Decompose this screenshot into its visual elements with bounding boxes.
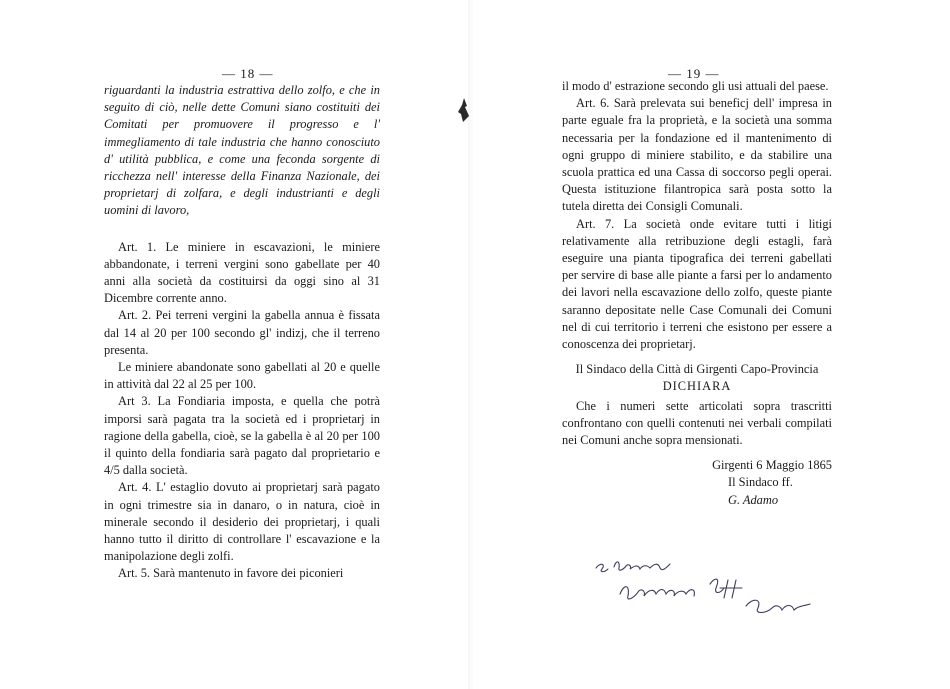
right-page xyxy=(470,0,950,689)
right-text-column xyxy=(562,78,832,509)
article-3: Art 3. La Fondiaria imposta, e quella che potrà imporsi sarà pagata tra la società ed i proprietarj in ragione della gabella, cioè, se la gabella è al 20 per 100 il quinto della fondiaria sarà pagato dal proprietario e 4/5 dalla società. xyxy=(104,394,380,478)
page-number: — 18 — xyxy=(222,66,274,81)
signature-title: Il Sindaco ff. xyxy=(728,475,793,490)
article-7: Art. 7. La società onde evitare tutti i litigi relativamente alla retribuzione degli estagli, farà eseguire una pianta tipografica dei terreni gabellati per servire di base alle piante a farsi per lo andamento dei lavori nella escavazione dello zolfo, queste piante saranno depositate nelle Case Comunali dei Comuni nel di cui territorio i terreni che esistono per essere a conoscenza dei proprietarj. xyxy=(562,216,832,352)
article-1: Art. 1. Le miniere in escavazioni, le miniere abbandonate, i terreni vergini sono gabellate per 40 anni alla società da costituirsi da oggi sino al 31 Dicembre corrente anno. xyxy=(104,239,380,306)
handwritten-signature xyxy=(590,554,830,624)
article-4: Art. 4. L' estaglio dovuto ai proprietarj sarà pagato in ogni trimestre sia in danaro, o in natura, cioè in minerale secondo il desiderio dei proprietarj, i quali hanno tutto il diritto di controllare l' escavazione e la manipolazione degli zolfi. xyxy=(104,480,380,564)
page-number: — 19 — xyxy=(668,66,720,81)
article-2: Art. 2. Pei terreni vergini la gabella annua è fissata dal 14 al 20 per 100 secondo gl' indizj, che il terreno presenta. xyxy=(104,308,380,357)
left-text-column xyxy=(104,82,380,583)
dichiara-heading: DICHIARA xyxy=(662,379,732,394)
article-2-continued: Le miniere abandonate sono gabellati al 20 e quelle in attività dal 22 al 25 per 100. xyxy=(104,360,380,392)
article-5-start: Art. 5. Sarà mantenuto in favore dei piconieri xyxy=(118,566,344,581)
left-page xyxy=(0,0,470,689)
closing-statement: Che i numeri sette articolati sopra trascritti confrontano con quelli contenuti nei verbali compilati nei Comuni anche sopra mensionati. xyxy=(562,398,832,448)
place-and-date: Girgenti 6 Maggio 1865 xyxy=(712,458,832,473)
intro-italic-paragraph: riguardanti la industria estrattiva dello zolfo, e che in seguito di ciò, nelle dette Comuni siano costituiti dei Comitati per promuovere il progresso e l' immegliamento di tale industria che hanno conosciuto d' utilità pubblica, e come una feconda sorgente di ricchezza nell' interesse della Finanza Nazionale, dei proprietarj di zolfara, e degli industrianti e degli uomini di lavoro, xyxy=(104,83,380,218)
declaration-heading: Il Sindaco della Città di Girgenti Capo-Provincia xyxy=(575,362,819,377)
article-6: Art. 6. Sarà prelevata sui beneficj dell' impresa in parte eguale fra la proprietà, e la società una somma necessaria per la fondazione ed il mantenimento di ogni gruppo di miniere stabilito, e da stabilire una scuola prattica ed una Cassa di soccorso pegli operai. Questa istituzione filantropica sarà posta sotto la tutela diretta dei Consigli Comunali. xyxy=(562,96,832,214)
article-5-end: il modo d' estrazione secondo gli usi attuali del paese. xyxy=(562,79,829,93)
signature-name: G. Adamo xyxy=(728,492,779,507)
